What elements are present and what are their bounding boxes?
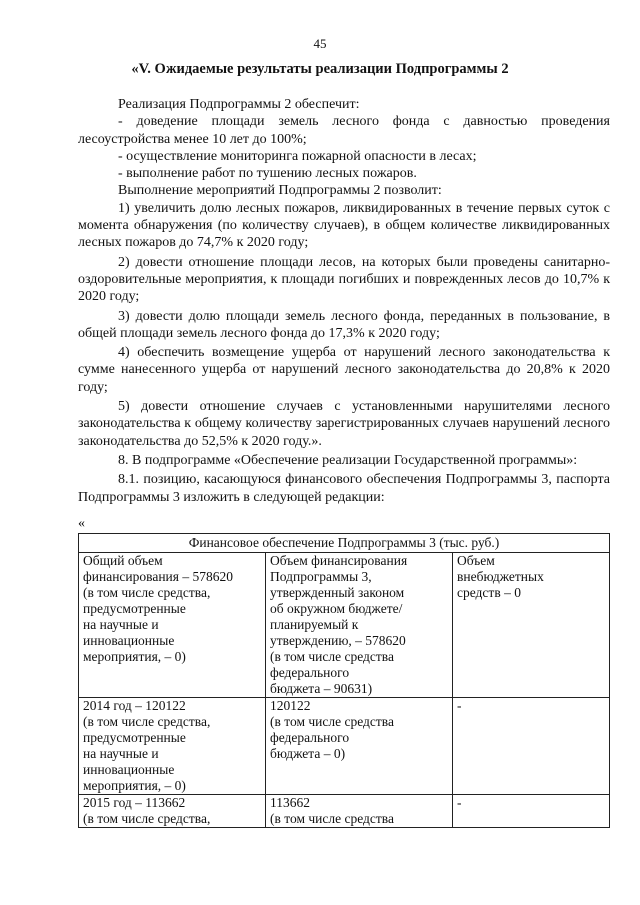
- cell-line: (в том числе средства: [270, 649, 394, 664]
- list-item: - выполнение работ по тушению лесных пожаров.: [118, 166, 417, 182]
- cell-line: планируемый к: [270, 617, 359, 632]
- cell-line: -: [457, 795, 462, 810]
- list-item: - доведение площади земель лесного фонда с давностью проведения лесоустройства менее 10 лет до 100%;: [78, 114, 610, 147]
- cell-line: 2015 год – 113662: [83, 795, 186, 810]
- cell-line: на научные и: [83, 746, 159, 761]
- cell-line: -: [457, 698, 462, 713]
- table-cell: [266, 553, 453, 698]
- cell-line: Объем финансирования: [270, 553, 408, 568]
- paragraph-intro: Реализация Подпрограммы 2 обеспечит:: [118, 97, 360, 112]
- cell-line: мероприятия, – 0): [83, 649, 186, 664]
- cell-line: 2014 год – 120122: [83, 698, 186, 713]
- cell-line: (в том числе средства: [270, 714, 394, 729]
- financing-table: [78, 533, 610, 828]
- cell-line: Общий объем: [83, 553, 163, 568]
- cell-line: (в том числе средства,: [83, 811, 211, 826]
- result-item: 4) обеспечить возмещение ущерба от нарушений лесного законодательства к сумме нанесенного ущерба от нарушений лесного законодательства до 20,8% к 2020 году;: [78, 345, 610, 395]
- cell-line: предусмотренные: [83, 730, 186, 745]
- result-item: 5) довести отношение случаев с установленными нарушителями лесного законодательства к общему количеству зарегистрированных случаев нарушений лесного законодательства до 52,5% к 2020 году.».: [78, 399, 610, 449]
- cell-line: мероприятия, – 0): [83, 778, 186, 793]
- cell-line: Объем: [457, 553, 495, 568]
- cell-line: внебюджетных: [457, 569, 544, 584]
- section-heading: «V. Ожидаемые результаты реализации Подпрограммы 2: [131, 61, 509, 77]
- table-cell: [266, 698, 453, 795]
- result-item: 3) довести долю площади земель лесного фонда, переданных в пользование, в общей площади земель лесного фонда до 17,3% к 2020 году;: [78, 308, 610, 341]
- table-cell: [79, 553, 266, 698]
- table-cell: [453, 795, 610, 828]
- amendment-paragraph: 8.1. позицию, касающуюся финансового обеспечения Подпрограммы 3, паспорта Подпрограммы 3 изложить в следующей редакции:: [78, 472, 610, 505]
- cell-line: инновационные: [83, 762, 175, 777]
- cell-line: бюджета – 90631): [270, 681, 373, 696]
- cell-line: об окружном бюджете/: [270, 601, 403, 616]
- table-row: [79, 698, 610, 795]
- table-header-row: [79, 534, 610, 553]
- cell-line: 113662: [270, 795, 310, 810]
- cell-line: (в том числе средства,: [83, 714, 211, 729]
- cell-line: утвержденный законом: [270, 585, 405, 600]
- cell-line: федерального: [270, 665, 350, 680]
- cell-line: предусмотренные: [83, 601, 186, 616]
- amendment-paragraph: 8. В подпрограмме «Обеспечение реализации Государственной программы»:: [118, 452, 578, 468]
- cell-line: 120122: [270, 698, 311, 713]
- table-cell: [453, 698, 610, 795]
- result-item: 1) увеличить долю лесных пожаров, ликвидированных в течение первых суток с момента обнаружения (по количеству случаев), в общем количестве ликвидированных лесных пожаров до 74,7% к 2020 году;: [78, 200, 610, 251]
- cell-line: Подпрограммы 3,: [270, 569, 372, 584]
- cell-line: финансирования – 578620: [83, 569, 233, 584]
- table-cell: [79, 698, 266, 795]
- table-cell: [79, 795, 266, 828]
- page-number: 45: [313, 36, 327, 51]
- table-cell: [453, 553, 610, 698]
- table-row: [79, 553, 610, 698]
- paragraph-intro: Выполнение мероприятий Подпрограммы 2 позволит:: [118, 183, 442, 199]
- result-item: 2) довести отношение площади лесов, на которых были проведены санитарно-оздоровительные мероприятия, к площади погибших и поврежденных лесов до 10,7% к 2020 году;: [78, 254, 610, 305]
- cell-line: бюджета – 0): [270, 746, 346, 761]
- cell-line: средств – 0: [457, 585, 521, 600]
- cell-line: федерального: [270, 730, 350, 745]
- cell-line: на научные и: [83, 617, 159, 632]
- cell-line: (в том числе средства,: [83, 585, 211, 600]
- opening-quote: «: [78, 516, 85, 531]
- list-item: - осуществление мониторинга пожарной опасности в лесах;: [118, 148, 477, 164]
- table-title: Финансовое обеспечение Подпрограммы 3 (тыс. руб.): [79, 534, 610, 553]
- body-text: [78, 96, 610, 506]
- cell-line: инновационные: [83, 633, 175, 648]
- table-cell: [266, 795, 453, 828]
- cell-line: утверждению, – 578620: [270, 633, 406, 648]
- table-row: [79, 795, 610, 828]
- cell-line: (в том числе средства: [270, 811, 394, 826]
